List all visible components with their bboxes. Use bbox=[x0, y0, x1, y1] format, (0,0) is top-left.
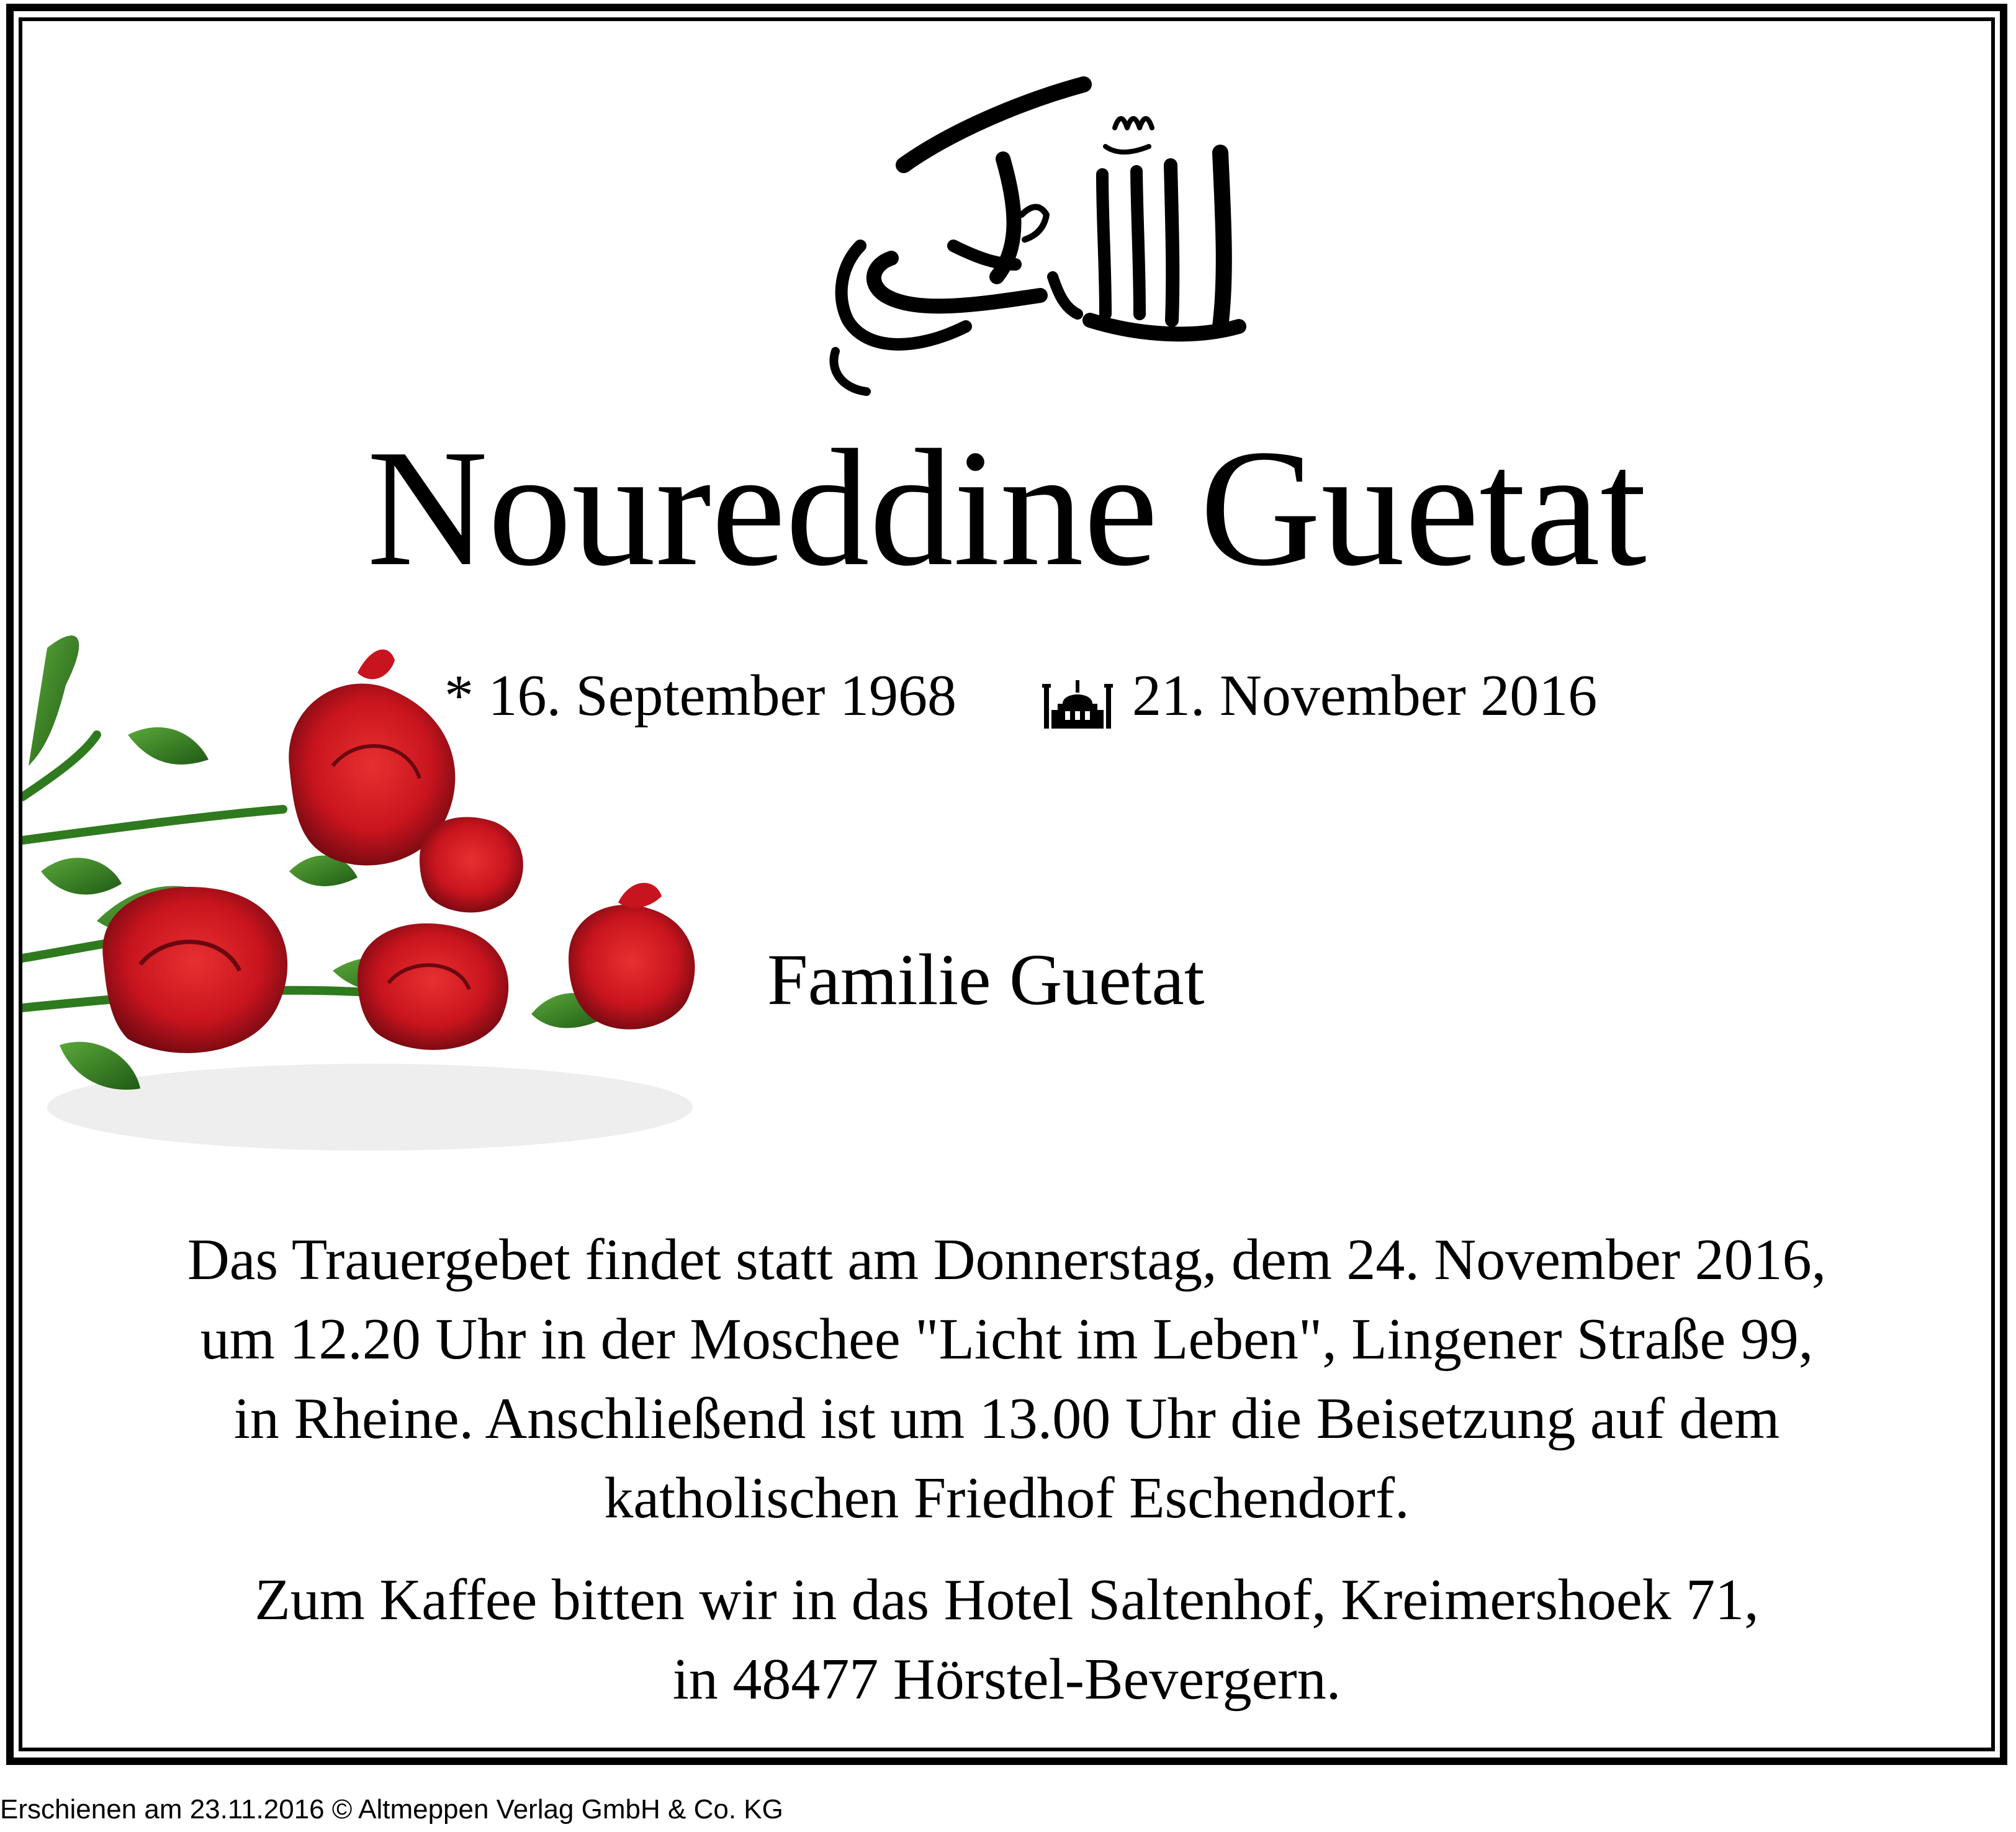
prayer-paragraph bbox=[22, 1220, 1991, 1538]
family-signature: Familie Guetat bbox=[767, 939, 1205, 1020]
mosque-icon bbox=[1040, 673, 1115, 729]
prayer-line: Das Trauergebet findet statt am Donnerstag, dem 24. November 2016, bbox=[187, 1228, 1827, 1292]
prayer-line: um 12.20 Uhr in der Moschee "Licht im Leben", Lingener Straße 99, bbox=[200, 1307, 1814, 1372]
coffee-line: Zum Kaffee bitten wir in das Hotel Saltenhof, Kreimershoek 71, bbox=[254, 1568, 1759, 1632]
deceased-name: Noureddine Guetat bbox=[367, 415, 1647, 601]
publication-footer: Erschienen am 23.11.2016 © Altmeppen Verlag GmbH & Co. KG bbox=[0, 1794, 783, 1825]
arabic-calligraphy-icon bbox=[792, 60, 1276, 407]
prayer-line: katholischen Friedhof Eschendorf. bbox=[604, 1466, 1410, 1530]
red-roses-image bbox=[22, 611, 736, 1169]
birth-date: * 16. September 1968 bbox=[444, 663, 956, 728]
death-date: 21. November 2016 bbox=[1132, 663, 1598, 728]
notice-frame bbox=[19, 17, 1995, 1751]
coffee-paragraph bbox=[22, 1560, 1991, 1719]
coffee-line: in 48477 Hörstel-Bevergern. bbox=[672, 1647, 1341, 1712]
prayer-line: in Rheine. Anschließend ist um 13.00 Uhr die Beisetzung auf dem bbox=[233, 1386, 1780, 1451]
